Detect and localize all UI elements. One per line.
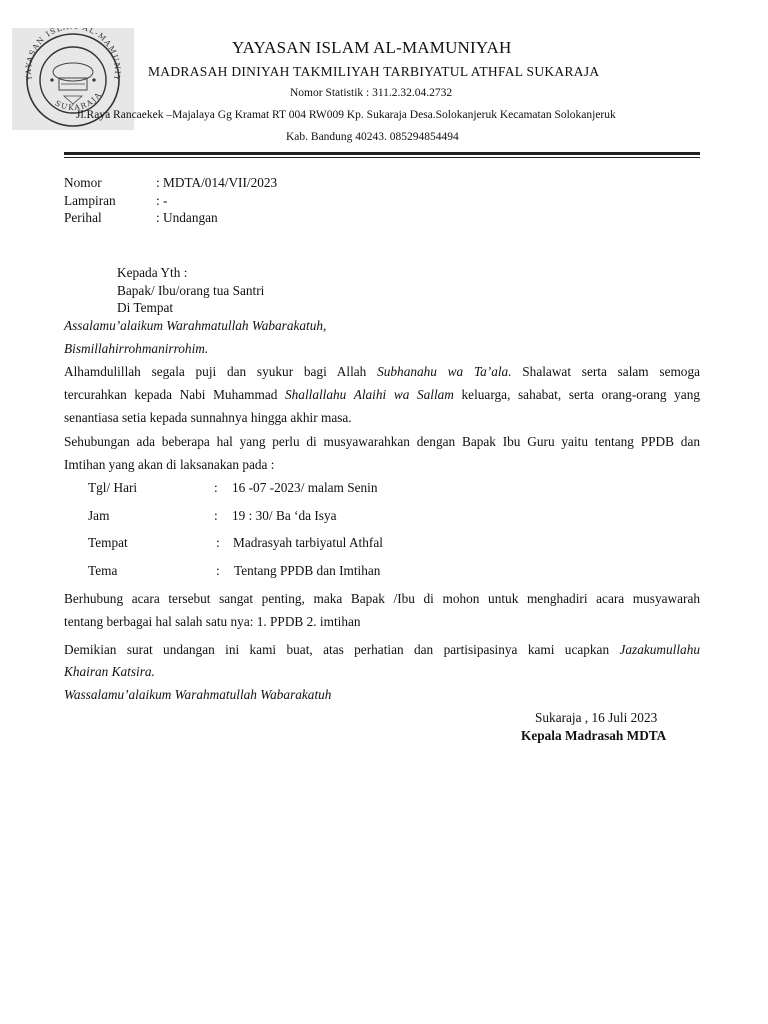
paragraph-1-line-1: Alhamdulillah segala puji dan syukur bagi Allah Subhanahu wa Ta’ala. Shalawat serta salam semoga (64, 364, 701, 379)
header-divider-thick (64, 152, 700, 155)
statistic-number: Nomor Statistik : 311.2.32.04.2732 (290, 87, 453, 99)
greeting-salam: Assalamu’alaikum Warahmatullah Wabarakatuh, (64, 318, 327, 333)
header-divider-thin (64, 157, 700, 158)
event-colon-theme: : (216, 563, 220, 578)
event-value-time: 19 : 30/ Ba ‘da Isya (232, 508, 337, 523)
event-label-time: Jam (88, 508, 110, 523)
meta-value-lampiran: : - (156, 193, 168, 208)
event-colon-time: : (214, 508, 218, 523)
meta-label-perihal: Perihal (64, 210, 102, 225)
paragraph-4-line-1: Demikian surat undangan ini kami buat, atas perhatian dan partisipasinya kami ucapkan Jazakumullahu (64, 642, 700, 657)
paragraph-4-line-2: Khairan Katsira. (64, 664, 155, 679)
paragraph-3-line-1: Berhubung acara tersebut sangat penting, maka Bapak /Ibu di mohon untuk menghadiri acara musyawarah (64, 591, 700, 606)
signature-place-date: Sukaraja , 16 Juli 2023 (535, 710, 658, 725)
event-value-place: Madrasyah tarbiyatul Athfal (233, 535, 383, 550)
paragraph-3-line-2: tentang berbagai hal salah satu nya: 1. PPDB 2. imtihan (64, 614, 361, 629)
closing-salam: Wassalamu’alaikum Warahmatullah Wabarakatuh (64, 687, 332, 702)
event-value-date: 16 -07 -2023/ malam Senin (232, 480, 378, 495)
event-label-date: Tgl/ Hari (88, 480, 138, 495)
address-line-2: Kab. Bandung 40243. 085294854494 (286, 131, 459, 143)
event-value-theme: Tentang PPDB dan Imtihan (234, 563, 381, 578)
event-colon-place: : (216, 535, 220, 550)
recipient-line-2: Bapak/ Ibu/orang tua Santri (117, 283, 265, 298)
meta-label-lampiran: Lampiran (64, 193, 116, 208)
signature-title: Kepala Madrasah MDTA (521, 728, 667, 743)
svg-text:SUKARAJA: SUKARAJA (53, 89, 104, 113)
greeting-bismillah: Bismillahirrohmanirrohim. (64, 341, 209, 356)
paragraph-1-line-2: tercurahkan kepada Nabi Muhammad Shallallahu Alaihi wa Sallam keluarga, sahabat, serta orang-orang yang (64, 387, 700, 402)
paragraph-2-line-2: Imtihan yang akan di laksanakan pada : (64, 457, 275, 472)
event-label-place: Tempat (88, 535, 128, 550)
paragraph-2-line-1: Sehubungan ada beberapa hal yang perlu di musyawarahkan dengan Bapak Ibu Guru yaitu tentang PPDB dan (64, 434, 700, 449)
meta-value-nomor: : MDTA/014/VII/2023 (156, 175, 278, 190)
event-label-theme: Tema (88, 563, 118, 578)
svg-text:YAYASAN ISLAM AL-MAMUNIYAH: YAYASAN ISL AL-MAMUNIY (23, 28, 123, 82)
org-name: YAYASAN ISLAM AL-MAMUNIYAH (232, 38, 512, 57)
address-line-1: Jl.Raya Rancaekek –Majalaya Gg Kramat RT 004 RW009 Kp. Sukaraja Desa.Solokanjeruk Kecamatan Solokanjeruk (76, 109, 616, 121)
meta-label-nomor: Nomor (64, 175, 102, 190)
recipient-line-3: Di Tempat (117, 300, 174, 315)
paragraph-1-line-3: senantiasa setia kepada sunnahnya hingga akhir masa. (64, 410, 352, 425)
recipient-line-1: Kepada Yth : (117, 265, 188, 280)
meta-value-perihal: : Undangan (156, 210, 218, 225)
event-colon-date: : (214, 480, 218, 495)
school-name: MADRASAH DINIYAH TAKMILIYAH TARBIYATUL ATHFAL SUKARAJA (148, 64, 600, 79)
